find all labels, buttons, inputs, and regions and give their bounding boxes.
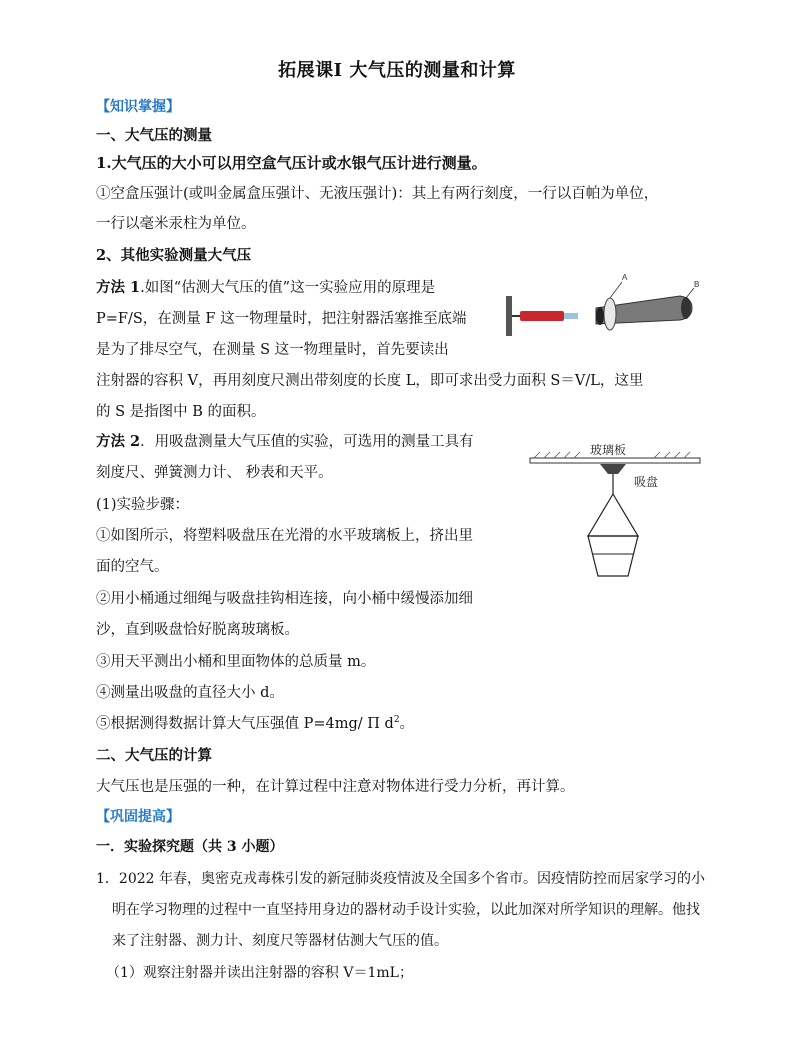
method1-line1 bbox=[96, 276, 435, 297]
section-calc-text: 大气压也是压强的一种，在计算过程中注意对物体进行受力分析，再计算。 bbox=[96, 779, 575, 795]
syringe-label-a: A bbox=[622, 273, 628, 282]
step2-line2: 沙，直到吸盘恰好脱离玻璃板。 bbox=[96, 622, 299, 638]
step1-line2: 面的空气。 bbox=[96, 559, 169, 575]
method1-line2: P=F/S，在测量 F 这一物理量时，把注射器活塞推至底端 bbox=[96, 311, 467, 327]
method1-line4: 注射器的容积 V，再用刻度尺测出带刻度的长度 L，即可求出受力面积 S＝V/L，这里 bbox=[96, 373, 644, 389]
method1-line1-text: .如图“估测大气压的值”这一实验应用的原理是 bbox=[140, 280, 436, 296]
section1-bold-line: 1.大气压的大小可以用空盒气压计或水银气压计进行测量。 bbox=[96, 154, 487, 172]
section2-heading: 2、其他实验测量大气压 bbox=[96, 247, 252, 264]
suction-cup bbox=[600, 464, 626, 474]
method2-line1-text: ．用吸盘测量大气压值的实验，可选用的测量工具有 bbox=[140, 434, 474, 450]
method1-line3: 是为了排尽空气，在测量 S 这一物理量时，首先要读出 bbox=[96, 342, 449, 358]
glass-plate-label: 玻璃板 bbox=[590, 443, 627, 457]
step5-text: ⑤根据测得数据计算大气压强值 P=4mg/ Π d bbox=[96, 716, 394, 732]
syringe-label-b: B bbox=[694, 280, 700, 289]
syringe-barrel-red bbox=[520, 311, 564, 321]
tag-consolidate: 【巩固提高】 bbox=[96, 809, 180, 825]
section-calc-heading: 二、大气压的计算 bbox=[96, 747, 212, 764]
syringe-tip bbox=[564, 313, 578, 319]
q1-line1: 1．2022 年春，奥密克戎毒株引发的新冠肺炎疫情波及全国多个省市。因疫情防控而居家学习的小 bbox=[96, 871, 705, 887]
method2-label: 方法 2 bbox=[96, 433, 141, 450]
syringe-end-b bbox=[681, 297, 691, 319]
wall-mount bbox=[506, 296, 512, 336]
step3: ③用天平测出小桶和里面物体的总质量 m。 bbox=[96, 654, 376, 670]
step2-line1: ②用小桶通过细绳与吸盘挂钩相连接，向小桶中缓慢添加细 bbox=[96, 591, 473, 607]
q1-line2: 明在学习物理的过程中一直坚持用身边的器材动手设计实验，以此加深对所学知识的理解。他找 bbox=[112, 902, 700, 918]
label-b-leader bbox=[686, 288, 694, 298]
syringe-diagram bbox=[500, 268, 710, 338]
step5 bbox=[96, 712, 414, 733]
plunger-end bbox=[596, 307, 604, 325]
sucker-label: 吸盘 bbox=[634, 475, 659, 489]
section1-p1-line1: ①空盒压强计(或叫金属盒压强计、无液压强计)：其上有两行刻度，一行以百帕为单位， bbox=[96, 186, 659, 202]
glass-plate bbox=[530, 458, 700, 463]
step5-superscript: 2 bbox=[393, 715, 400, 726]
step5-end: 。 bbox=[399, 716, 415, 732]
step1-line1: ①如图所示，将塑料吸盘压在光滑的水平玻璃板上，挤出里 bbox=[96, 528, 473, 544]
method2-line1 bbox=[96, 430, 474, 451]
method1-label: 方法 1 bbox=[96, 279, 141, 296]
section1-heading: 一、大气压的测量 bbox=[96, 127, 212, 144]
q1-line3: 来了注射器、测力计、刻度尺等器材估测大气压的值。 bbox=[112, 933, 448, 949]
bucket-top bbox=[588, 494, 638, 536]
q1-sub1: （1）观察注射器并读出注射器的容积 V＝1mL； bbox=[106, 965, 413, 981]
tag-knowledge: 【知识掌握】 bbox=[96, 99, 180, 115]
page-title: 拓展课Ⅰ 大气压的测量和计算 bbox=[278, 60, 516, 81]
method2-line2: 刻度尺、弹簧测力计、 秒表和天平。 bbox=[96, 465, 333, 481]
step4: ④测量出吸盘的直径大小 d。 bbox=[96, 685, 284, 701]
label-a-leader bbox=[610, 282, 622, 298]
bucket-body bbox=[588, 536, 638, 576]
steps-heading: (1)实验步骤： bbox=[96, 497, 190, 513]
method1-line5: 的 S 是指图中 B 的面积。 bbox=[96, 404, 266, 420]
syringe-flange-a bbox=[604, 298, 616, 330]
experiment-heading: 一．实验探究题（共 3 小题） bbox=[96, 839, 284, 855]
suction-cup-diagram bbox=[530, 436, 700, 586]
section1-p1-line2: 一行以毫米汞柱为单位。 bbox=[96, 216, 256, 232]
